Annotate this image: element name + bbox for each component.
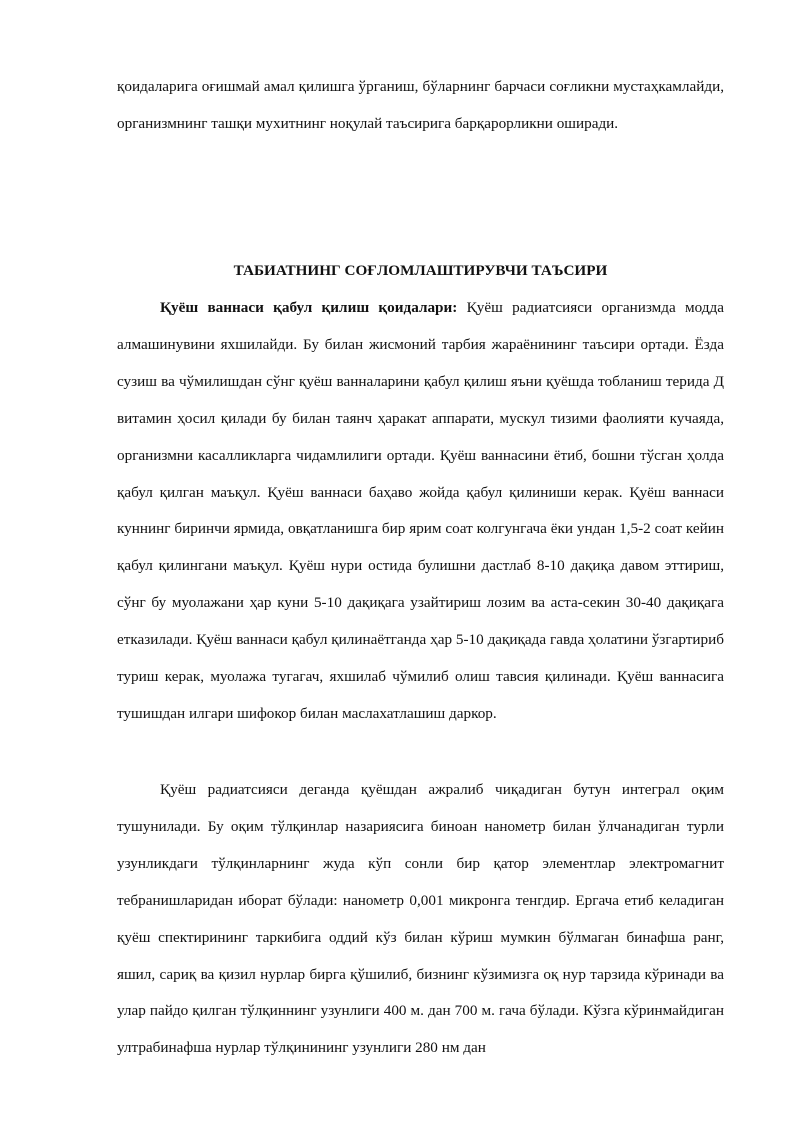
paragraph-solar-radiation: Қуёш радиатсияси деганда қуёшдан ажралиб чиқадиган бутун интеграл оқим тушунилади. Бу оқим тўлқинлар назариясига биноан нанометр билан ўлчанадиган турли узунликдаги тўлқинларнинг жуда кўп сонли бир қатор элементлар электромагнит тебранишларидан иборат бўлади: нанометр 0,001 микронга тенгдир. Ергача етиб келадиган қуёш спектирининг таркибига оддий кўз билан кўриш мумкин бўлмаган бинафша ранг, яшил, сариқ ва қизил нурлар бирга қўшилиб, бизнинг кўзимизга оқ нур тарзида кўринади ва улар пайдо қилган тўлқиннинг узунлиги 400 м. дан 700 м. гача бўлади. Кўзга кўринмайдиган ултрабинафша нурлар тўлқинининг узунлиги 280 нм дан <box>117 781 724 1057</box>
section-heading: ТАБИАТНИНГ СОҒЛОМЛАШТИРУВЧИ ТАЪСИРИ <box>233 262 608 279</box>
paragraph-sun-bath-rules <box>117 290 724 733</box>
paragraph-intro: қоидаларига оғишмай амал қилишга ўрганиш, бўларнинг барчаси соғликни мустаҳкамлайди, организмнинг ташқи мухитнинг ноқулай таъсирига барқарорликни оширади. <box>117 78 724 132</box>
paragraph-lead-title: Қуёш ваннаси қабул қилиш қоидалари: <box>160 299 458 316</box>
paragraph-body: Қуёш радиатсияси организмда модда алмашинувини яхшилайди. Бу билан жисмоний тарбия жараёнининг таъсири ортади. Ёзда сузиш ва чўмилишдан сўнг қуёш ванналарини қабул қилиш яъни қуёшда тобланиш терида Д витамин ҳосил қилади бу билан таянч ҳаракат аппарати, мускул тизими фаолияти кучаяда, организмни касалликларга чидамлилиги ортади. Қуёш ваннасини ётиб, бошни тўсган ҳолда қабул қилган маъқул. Қуёш ваннаси баҳаво жойда қабул қилиниши керак. Қуёш ваннаси куннинг биринчи ярмида, овқатланишга бир ярим соат колгунгача ёки ундан 1,5-2 соат кейин қабул қилингани маъқул. Қуёш нури остида булишни дастлаб 8-10 дақиқа давом эттириш, сўнг бу муолажани ҳар куни 5-10 дақиқага узайтириш лозим ва аста-секин 30-40 дақиқага етказилади. Қуёш ваннаси қабул қилинаётганда ҳар 5-10 дақиқада гавда ҳолатини ўзгартириб туриш керак, муолажа тугагач, яхшилаб чўмилиб олиш тавсия қилинади. Қуёш ваннасига тушишдан илгари шифокор билан маслахатлашиш даркор. <box>117 299 724 722</box>
